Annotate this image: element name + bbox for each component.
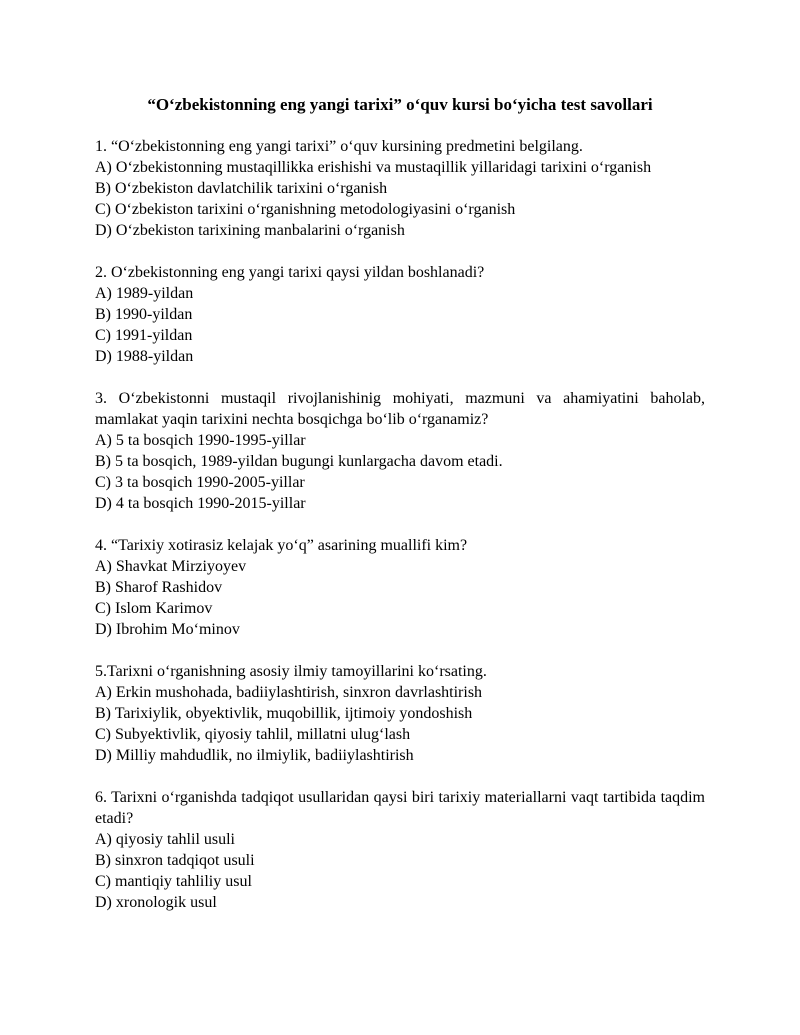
answer-option: B) Tarixiylik, obyektivlik, muqobillik, ijtimoiy yondoshish: [95, 705, 473, 722]
question-2: [95, 262, 705, 367]
answer-option: C) 3 ta bosqich 1990-2005-yillar: [95, 474, 305, 491]
question-1: [95, 136, 705, 241]
answer-option: D) xronologik usul: [95, 894, 217, 911]
answer-option: C) O‘zbekiston tarixini o‘rganishning metodologiyasini o‘rganish: [95, 201, 516, 218]
answer-option: C) 1991-yildan: [95, 327, 193, 344]
answer-option: B) O‘zbekiston davlatchilik tarixini o‘rganish: [95, 180, 388, 197]
answer-option: D) O‘zbekiston tarixining manbalarini o‘rganish: [95, 222, 405, 239]
answer-option: C) Subyektivlik, qiyosiy tahlil, millatni ulug‘lash: [95, 726, 411, 743]
question-text: 2. O‘zbekistonning eng yangi tarixi qaysi yildan boshlanadi?: [95, 264, 485, 281]
answer-option: B) Sharof Rashidov: [95, 579, 223, 596]
question-5: [95, 661, 705, 766]
question-text: 1. “O‘zbekistonning eng yangi tarixi” o‘quv kursining predmetini belgilang.: [95, 138, 583, 155]
answer-option: A) Shavkat Mirziyoyev: [95, 558, 247, 575]
answer-option: B) 5 ta bosqich, 1989-yildan bugungi kunlargacha davom etadi.: [95, 453, 503, 470]
answer-option: D) 1988-yildan: [95, 348, 194, 365]
answer-option: A) 1989-yildan: [95, 285, 194, 302]
question-6: [95, 787, 705, 913]
answer-option: A) O‘zbekistonning mustaqillikka erishishi va mustaqillik yillaridagi tarixini o‘rganish: [95, 159, 652, 176]
answer-option: B) 1990-yildan: [95, 306, 193, 323]
question-text: 4. “Tarixiy xotirasiz kelajak yo‘q” asarining muallifi kim?: [95, 537, 468, 554]
answer-option: D) Milliy mahdudlik, no ilmiylik, badiiylashtirish: [95, 747, 414, 764]
question-3: [95, 388, 705, 514]
question-text: 6. Tarixni o‘rganishda tadqiqot usullaridan qaysi biri tarixiy materiallarni vaqt tartibida taqdim etadi?: [95, 789, 705, 827]
answer-option: C) mantiqiy tahliliy usul: [95, 873, 252, 890]
answer-option: A) 5 ta bosqich 1990-1995-yillar: [95, 432, 306, 449]
document-title: “O‘zbekistonning eng yangi tarixi” o‘quv kursi bo‘yicha test savollari: [147, 95, 653, 114]
answer-option: B) sinxron tadqiqot usuli: [95, 852, 255, 869]
document-page: [95, 94, 705, 934]
answer-option: C) Islom Karimov: [95, 600, 213, 617]
question-4: [95, 535, 705, 640]
answer-option: A) Erkin mushohada, badiiylashtirish, sinxron davrlashtirish: [95, 684, 483, 701]
answer-option: D) 4 ta bosqich 1990-2015-yillar: [95, 495, 306, 512]
answer-option: A) qiyosiy tahlil usuli: [95, 831, 235, 848]
question-text: 5.Tarixni o‘rganishning asosiy ilmiy tamoyillarini ko‘rsating.: [95, 663, 487, 680]
question-text: 3. O‘zbekistonni mustaqil rivojlanishinig mohiyati, mazmuni va ahamiyatini baholab, mamlakat yaqin tarixini nechta bosqichga bo‘lib o‘rganamiz?: [95, 390, 705, 428]
answer-option: D) Ibrohim Mo‘minov: [95, 621, 240, 638]
